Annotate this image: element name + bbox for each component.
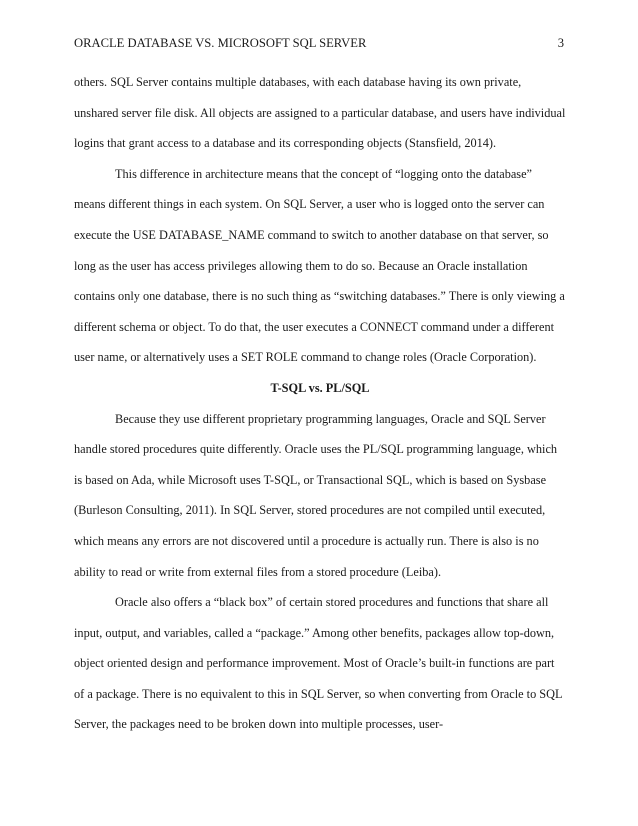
running-head: ORACLE DATABASE VS. MICROSOFT SQL SERVER [74,36,367,50]
page-header [74,36,564,54]
paragraph-continued: others. SQL Server contains multiple databases, with each database having its own private, unshared server file disk. All objects are assigned to a particular database, and users have individual logins that grant access to a database and its corresponding objects (Stansfield, 2014). [74,75,566,151]
paragraph-architecture: This difference in architecture means that the concept of “logging onto the database” means different things in each system. On SQL Server, a user who is logged onto the server can execute the USE DATABASE_NAME command to switch to another database on that server, so long as the user has access privileges allowing them to do so. Because an Oracle installation contains only one database, there is no such thing as “switching databases.” There is only viewing a different schema or object. To do that, the user executes a CONNECT command under a different user name, or alternatively uses a SET ROLE command to change roles (Oracle Corporation). [74,166,565,365]
page-number: 3 [557,36,564,50]
body-text [74,67,566,740]
paragraph-packages: Oracle also offers a “black box” of certain stored procedures and functions that share all input, output, and variables, called a “package.” Among other benefits, packages allow top-down, object oriented design and performance improvement. Most of Oracle’s built-in functions are part of a package. There is no equivalent to this in SQL Server, so when converting from Oracle to SQL Server, the packages need to be broken down into multiple processes, user- [74,595,563,732]
paragraph-stored-procedures: Because they use different proprietary programming languages, Oracle and SQL Server handle stored procedures quite differently. Oracle uses the PL/SQL programming language, which is based on Ada, while Microsoft uses T-SQL, or Transactional SQL, which is based on Sysbase (Burleson Consulting, 2011). In SQL Server, stored procedures are not compiled until executed, which means any errors are not discovered until a procedure is actually run. There is also is no ability to read or write from external files from a stored procedure (Leiba). [74,411,558,579]
section-heading: T-SQL vs. PL/SQL [270,380,370,395]
